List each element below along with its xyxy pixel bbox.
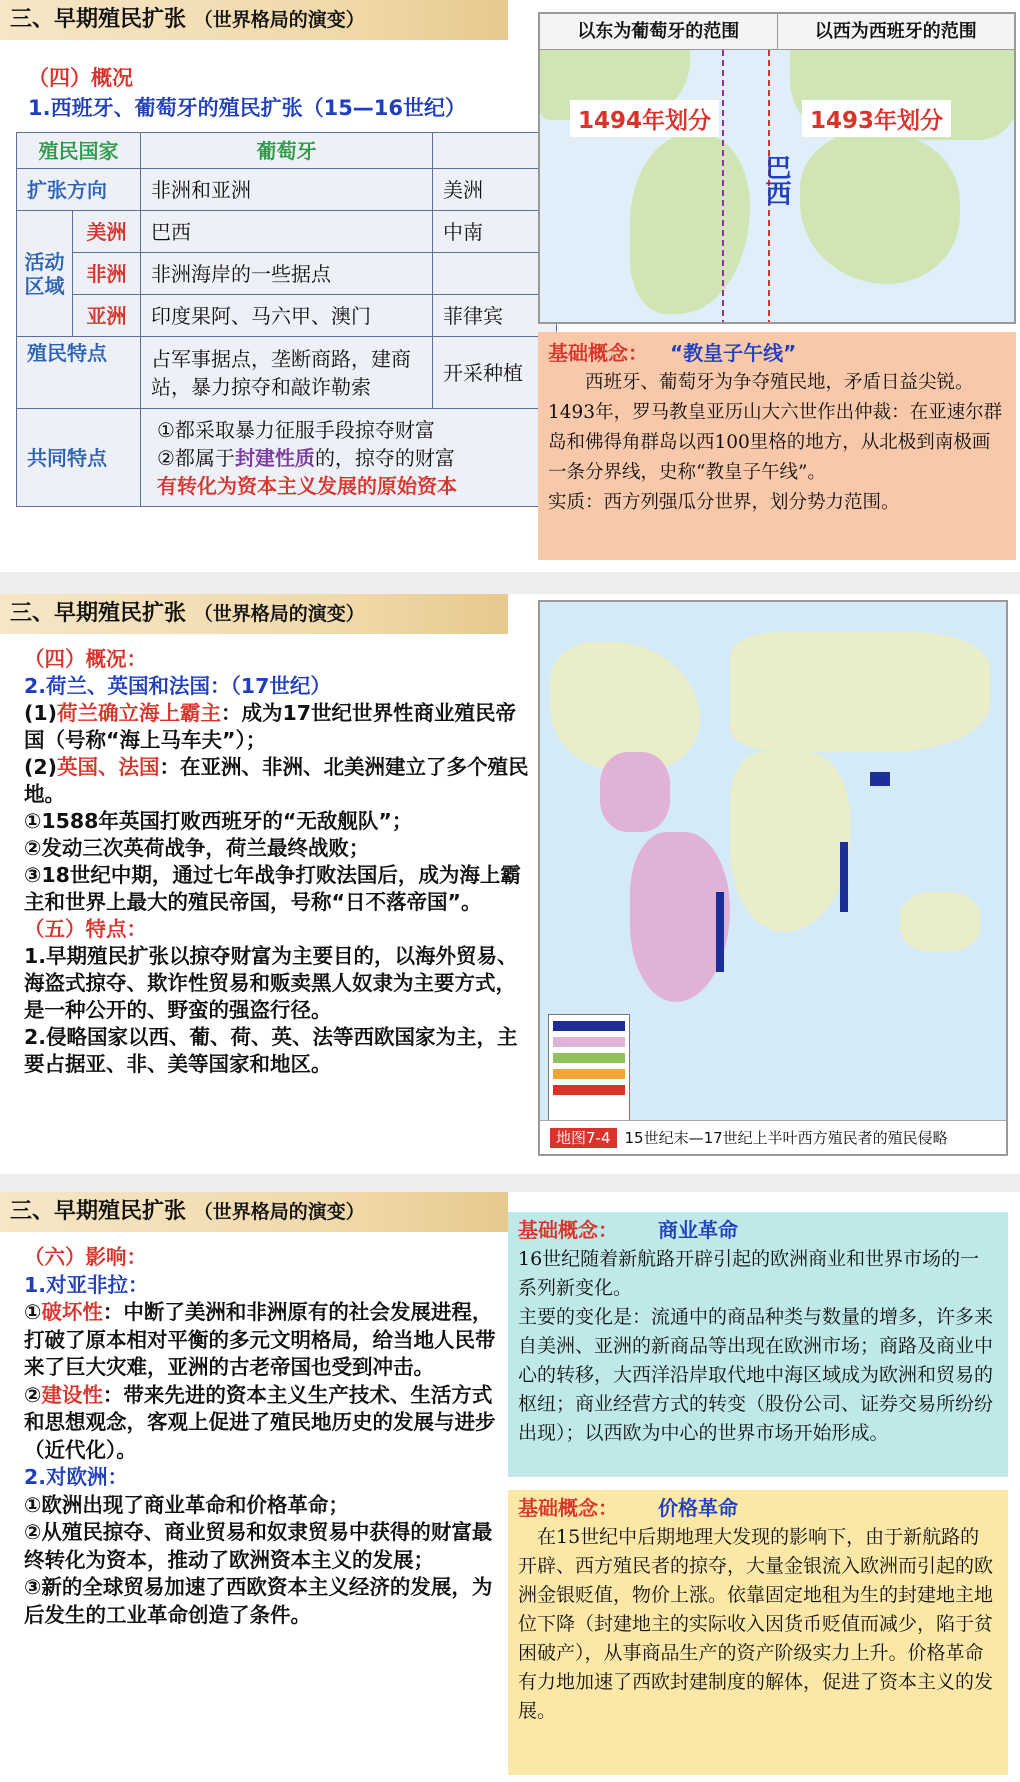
map-header-left: 以东为葡萄牙的范围: [577, 21, 740, 42]
banner-title: 三、早期殖民扩张: [10, 601, 187, 626]
map-land-australia: [900, 892, 980, 952]
concept-body: 西班牙、葡萄牙为争夺殖民地，矛盾日益尖锐。1493年，罗马教皇亚历山大六世作出仲裁：在亚速尔群岛和佛得角群岛以西100里格的地方，从北极到南极画一条分界线，史称“教皇子午线”。: [548, 372, 1003, 483]
section-heading-features: （五）特点：: [24, 917, 147, 941]
row-label-africa: 非洲: [73, 253, 141, 295]
slide3-text: [24, 1244, 502, 1629]
concept-title: 基础概念： 价格革命: [518, 1496, 738, 1520]
item-heading: 1.西班牙、葡萄牙的殖民扩张（15—16世纪）: [28, 96, 467, 120]
concept-commercial-revolution: [508, 1212, 1008, 1477]
map-caption-text: 15世纪末—17世纪上半叶西方殖民者的殖民侵略: [624, 1129, 948, 1147]
colonial-world-map: [538, 600, 1008, 1156]
item-heading: 2.荷兰、英国和法国：（17世纪）: [24, 674, 331, 698]
map-coast-brazil: [716, 892, 724, 972]
concept-title: 基础概念： “教皇子午线”: [548, 341, 797, 365]
colonial-comparison-table: [16, 132, 557, 507]
map-coast-india: [870, 772, 890, 786]
map-header-right: 以西为西班牙的范围: [777, 14, 1015, 49]
cell-common-features: [141, 409, 557, 507]
concept-essence: 实质：西方列强瓜分世界，划分势力范围。: [548, 492, 900, 513]
cell-americas-spain: 中南: [433, 211, 557, 253]
paragraph-europe-2: ②从殖民掠夺、商业贸易和奴隶贸易中获得的财富最终转化为资本，推动了欧洲资本主义的发展；: [24, 1520, 493, 1572]
paragraph-armada: ①1588年英国打败西班牙的“无敌舰队”；: [24, 809, 413, 833]
map-line-1494: [722, 50, 724, 324]
banner-subtitle: （世界格局的演变）: [193, 9, 365, 31]
row-label-americas: 美洲: [73, 211, 141, 253]
concept-price-revolution: [508, 1490, 1008, 1775]
item-heading-asia-africa-latam: 1.对亚非拉：: [24, 1272, 149, 1297]
map-figure-number: 地图7-4: [550, 1128, 617, 1148]
cell-asia-portugal: 印度果阿、马六甲、澳门: [141, 295, 433, 337]
cell-feature-spain: 开采种植: [433, 337, 557, 409]
cell-direction-portugal: 非洲和亚洲: [141, 169, 433, 211]
section-heading: （四）概况: [28, 66, 133, 90]
banner-title: 三、早期殖民扩张: [10, 7, 187, 32]
map-legend: [548, 1014, 630, 1124]
row-label-area: 活动区域: [17, 211, 73, 337]
map-land-eurasia: [730, 632, 990, 752]
cell-direction-spain: 美洲: [433, 169, 557, 211]
concept-title: 基础概念： 商业革命: [518, 1218, 738, 1242]
common-feature-1: ①都采取暴力征服手段掠夺财富: [157, 417, 435, 442]
slide-banner: [0, 594, 508, 634]
common-feature-3: 有转化为资本主义发展的原始资本: [157, 473, 457, 498]
slide-spain-portugal: [0, 0, 1020, 572]
map-tag-1493: 1493年划分: [802, 100, 951, 137]
map-header: [540, 14, 1014, 50]
paragraph-feature-2: 2.侵略国家以西、葡、荷、英、法等西欧国家为主，主要占据亚、非、美等国家和地区。: [24, 1025, 518, 1076]
table-header-portugal: 葡萄牙: [141, 133, 433, 169]
common-feature-2: ②都属于封建性质的，掠夺的财富: [157, 445, 455, 470]
row-label-common: 共同特点: [17, 409, 141, 507]
cell-asia-spain: 菲律宾: [433, 295, 557, 337]
slide-separator: [0, 1174, 1020, 1192]
map-tag-1494: 1494年划分: [570, 100, 719, 137]
map-land-africa: [800, 134, 960, 284]
paragraph-seven-years: ③18世纪中期，通过七年战争打败法国后，成为海上霸主和世界上最大的殖民帝国，号称“日不落帝国”。: [24, 863, 521, 914]
slide-impact: [0, 1192, 1020, 1782]
concept-body-changes: 主要的变化是：流通中的商品种类与数量的增多，许多来自美洲、亚洲的新商品等出现在欧洲市场；商路及商业中心的转移，大西洋沿岸取代地中海区域成为欧洲和贸易的枢纽；商业经营方式的转变（股份公司、证券交易所纷纷出现）；以西欧为中心的世界市场开始形成。: [518, 1306, 994, 1444]
paragraph-constructive: ②建设性：带来先进的资本主义生产技术、生活方式和思想观念，客观上促进了殖民地历史的发展与进步（近代化）。: [24, 1382, 496, 1462]
map-caption: [540, 1120, 1006, 1154]
map-land-central-america: [600, 752, 670, 832]
section-heading: （四）概况：: [24, 647, 147, 671]
cell-africa-portugal: 非洲海岸的一些据点: [141, 253, 433, 295]
paragraph-anglo-dutch: ②发动三次英荷战争，荷兰最终战败；: [24, 836, 370, 860]
paragraph-europe-1: ①欧洲出现了商业革命和价格革命；: [24, 1492, 349, 1517]
slide2-text: [24, 646, 534, 1078]
concept-body: 在15世纪中后期地理大发现的影响下，由于新航路的开辟、西方殖民者的掠夺，大量金银流入欧洲而引起的欧洲金银贬值，物价上涨。依靠固定地租为生的封建地主地位下降（封建地主的实际收入因货币贬值而减少，陷于贫困破产），从事商品生产的资产阶级实力上升。价格革命有力地加速了西欧封建制度的解体，促进了资本主义的发展。: [518, 1526, 994, 1722]
row-label-feature: 殖民特点: [17, 337, 141, 409]
slide-banner: [0, 0, 508, 40]
map-label-brazil: 巴西: [761, 154, 791, 206]
concept-papal-meridian: [538, 332, 1016, 560]
paragraph-england-france: (2)英国、法国：在亚洲、非洲、北美洲建立了多个殖民地。: [24, 755, 529, 806]
paragraph-destructive: ①破坏性：中断了美洲和非洲原有的社会发展进程，打破了原本相对平衡的多元文明格局，给当地人民带来了巨大灾难，亚洲的古老帝国也受到冲击。: [24, 1300, 496, 1379]
map-land-africa: [730, 752, 850, 932]
cell-feature-portugal: 占军事据点，垄断商路，建商站，暴力掠夺和敲诈勒索: [141, 337, 433, 409]
section-heading: （六）影响：: [24, 1245, 147, 1269]
map-land-south-america: [630, 134, 750, 314]
cell-americas-portugal: 巴西: [141, 211, 433, 253]
map-coast-africa: [840, 842, 848, 912]
slide-separator: [0, 572, 1020, 594]
item-heading-europe: 2.对欧洲：: [24, 1465, 129, 1489]
banner-title: 三、早期殖民扩张: [10, 1199, 187, 1224]
slide-banner: [0, 1192, 508, 1232]
banner-subtitle: （世界格局的演变）: [193, 1201, 365, 1223]
concept-body-definition: 16世纪随着新航路开辟引起的欧洲商业和世界市场的一系列新变化。: [518, 1248, 980, 1299]
row-label-direction: 扩张方向: [17, 169, 141, 211]
banner-subtitle: （世界格局的演变）: [193, 603, 365, 625]
paragraph-netherlands: (1)荷兰确立海上霸主：成为17世纪世界性商业殖民帝国（号称“海上马车夫”）；: [24, 701, 517, 752]
paragraph-europe-3: ③新的全球贸易加速了西欧资本主义经济的发展，为后发生的工业革命创造了条件。: [24, 1575, 493, 1627]
papal-line-map: [538, 12, 1016, 324]
slide-dutch-english-french: [0, 594, 1020, 1174]
map-land-south-america: [630, 832, 730, 1002]
paragraph-feature-1: 1.早期殖民扩张以掠夺财富为主要目的，以海外贸易、海盗式掠夺、欺诈性贸易和贩卖黑人奴隶为主要方式，是一种公开的、野蛮的强盗行径。: [24, 944, 518, 1022]
row-label-asia: 亚洲: [73, 295, 141, 337]
table-header-colonial-country: 殖民国家: [17, 133, 141, 169]
